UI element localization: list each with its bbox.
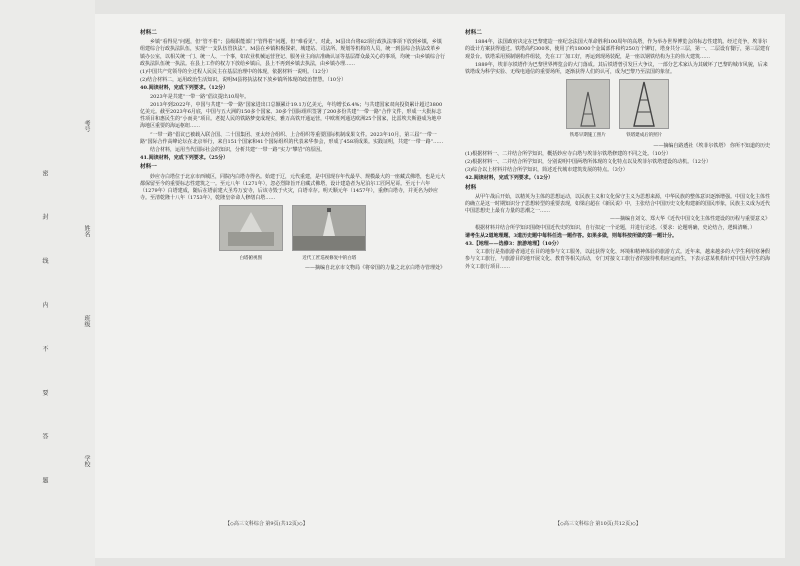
right-page xyxy=(465,28,770,272)
source-note-1: ——摘编自北京市文物局《将帝国的力量之北京白塔寺管理处》 xyxy=(304,264,445,271)
left-page-footer: 【◇高三文科综合 第9页(共12页)◇】 xyxy=(225,521,308,527)
q40-task: 结合材料，运用当代国际社会的知识，分析共建“一带一路”实力“攀岩”的原因。 xyxy=(150,147,326,154)
eiffel-caption-1: 铁塔早期施工照片 xyxy=(569,133,606,139)
material-two-heading: 材料二 xyxy=(140,30,157,36)
q40-text-3: “一带一路”倡议已被载入联合国、二十国集团、亚太经合组织、上合组织等重要国际机制成果文件。2023年10月，第三届“一带一路”国际合作高峰论坛在北京举行，来自151个国家和41个国际组织的代表来华参会，形成了458项成果。实践证明，共建“一带一路”…… xyxy=(140,131,444,145)
material-one-text: 妙应寺白塔位于北京市西城区，同院内白塔寺得名。始建于辽，元代重建，是中国现存年代最早、规模最大的一座藏式佛塔，也是元大都保留至今的重要标志性建筑之一。至元八年（1271年），忽必烈降旨开启藏式佛塔，设计建造者为尼泊尔工匠阿尼哥。至元十六年（1279年）白塔建成，随后在塔前建大圣寿万安寺，后该寺毁于火灾，白塔幸存。明天顺元年（1457年），重修白塔寺，并更名为妙应寺。至清乾隆十八年（1753年），乾隆皇帝命人修缮白塔…… xyxy=(140,173,446,202)
eiffel-photos xyxy=(465,79,770,139)
question-41-heading: 41.阅读材料，完成下列要求。（25分） xyxy=(140,155,229,162)
left-page xyxy=(140,28,445,273)
question-41-3: (3)综合以上材料并结合所学知识，简述近代城市建筑发展的特点。（3分） xyxy=(465,167,628,174)
photo-caption-1: 白塔俯视图 xyxy=(239,255,262,261)
material-heading: 材料 xyxy=(465,184,477,191)
class-label: 班级 xyxy=(83,315,90,327)
eiffel-text-1: 1884年，法国政府决定在巴黎建造一座纪念法国大革命胜利100周年的高塔，作为举办世界博览会的标志性建筑。经过竞争，埃菲尔的设计方案获得通过。铁塔高约300米，使用了约18000个金属部件和约250万个铆钉，塔身共分三层，第一、二层设有餐厅，第三层建有观景台。铁塔采用预制钢构件组装，先在工厂加工好，再运到现场装配，是一座以钢铁结构为主的伟大建筑…… xyxy=(465,39,770,60)
q42-task: 根据材料并结合所学知识围绕中国近代史的知识，自行拟定一个论题，并进行论述。（要求：论题明确，史论结合，逻辑清晰。） xyxy=(475,224,756,231)
seal-line-text: 密 封 线 内 不 要 答 题 xyxy=(41,170,48,502)
eiffel-caption-2: 铁塔建成后的照片 xyxy=(626,133,663,139)
q40-text-1: 2023年是共建“一带一路”倡议提出10周年。 xyxy=(150,93,250,100)
question-41-1: (1)根据材料一、二并结合所学知识，概括妙应寺白塔与埃菲尔铁塔修建的不同之处。（10分） xyxy=(465,150,671,157)
right-page-footer: 【◇高三文科综合 第10页(共12页)◇】 xyxy=(555,521,641,527)
white-pagoda-photos xyxy=(140,205,445,261)
question-41-2: (2)根据材料一、二并结合所学知识，分别说明中国两塔所体现的文化特点以及埃菲尔铁塔建设的动机。（12分） xyxy=(465,159,711,166)
photo-caption-2: 近代工匠巡视修复中的白塔 xyxy=(302,255,357,261)
binding-margin xyxy=(0,0,95,566)
question-39-2: (2)结合材料二，运用政治生活知识，说明M县将执法权下放乡镇所体现的政治智慧。（10分） xyxy=(140,77,347,84)
name-label: 姓名 xyxy=(83,225,90,237)
exam-number-label: 考号 xyxy=(83,120,90,132)
q40-text-2: 2013年到2022年，中国与共建“一带一路”国家进出口总额累计19.1万亿美元，年均增长6.4%；与共建国家双向投资累计超过3800亿美元。截至2023年6月底，中国与五大洲的150多个国家、30多个国际组织签署了200多份共建“一带一路”合作文件，形成一大批标志性项目和惠民生的“小而美”项目。老挝人民的铁路梦变成现实，雅万高铁开通运营，中欧班列通达欧洲25个国家，比雷埃夫斯港成为地中海地区重要的海运枢纽…… xyxy=(140,101,443,130)
material-one-heading: 材料一 xyxy=(140,164,157,171)
question-42-heading: 42.阅读材料，完成下列要求。（12分） xyxy=(465,175,554,182)
material-two-text: 乡镇“看得见”问题，但“管不着”；县级职能部门“管得着”问题，但“难看见”。对此，M县出台将82项行政执法事项下放到乡镇，乡镇组建综合行政执法队伍，实现“一支队伍管执法”。M县在乡镇积极探索，城建站、司法所、规划等机构的人员，统一到县综合执法改革乡镇办公室，以相关统一门、统一人、一个事，如农业机械运营登记、服务业主商店准确认证等基层群众最关心的事项，均统一由乡镇综合行政执法队伍统一执法。在县上工作的权力下放给乡镇后，县上不再到乡镇去执法，由乡镇办理…… xyxy=(140,39,446,67)
source-note-3: ——摘编自刘文、郑大华《近代中国文化主体性建设的历程与重要意义》 xyxy=(609,216,770,223)
eiffel-text-2: 1889年，埃菲尔铁塔作为巴黎世界博览会的大门落成。其后铁塔曾引发巨大争议，一部分艺术家认为其破坏了巴黎的城市风貌，后来铁塔成为科学实验、无线电通信的重要场所，逐渐获得人们的认可，成为巴黎乃至法国的象征。 xyxy=(465,61,768,76)
source-note-2: ——摘编自路透社《埃菲尔铁塔》 你所不知道的历史 xyxy=(653,142,770,149)
q42-material-text: 从甲午战后开始，以精英为主体的思想运动，以民族主义和文化保守主义为思想来源，中华民族的整体意识逐渐增强。中国文化主体性的确立是这一时期知识分子思想转型的重要表现，如梁启超在《新民说》中，主张结合中国历史文化构建新的国民形象，民族主义成为近代中国思想史上最有力量的思潮之一…… xyxy=(465,193,771,215)
question-40-heading: 40.阅读材料，完成下列要求。（12分） xyxy=(140,85,229,92)
question-43-heading: 43.【地理——选修3：旅游地理】（10分） xyxy=(465,241,562,248)
question-39-1: (1)中国共产党领导的全过程人民民主在基层治理中的体现，依据材料一说明。（12分） xyxy=(140,69,331,76)
school-label: 学校 xyxy=(83,455,90,467)
elective-instructions: 请考生从2道地理题、3道历史题中每科任选一题作答。如果多做，则每科按所做的第一题计分。 xyxy=(465,232,677,239)
eiffel-construction-photo xyxy=(566,79,610,129)
q43-text: 文工旅行是指旅游者通过在目的地参与文工服务，以此获得文化、环境和精神体验的旅游方式。近年来，越来越多的大学生利用寒暑假参与文工旅行，与旅游目的地开展文化、教育等相关活动，专门对接文工旅行者的接待机构应运而生，下表示意某机构针对中国大学生的海外文工旅行项目…… xyxy=(465,249,771,270)
pagoda-repair-photo xyxy=(292,205,366,251)
eiffel-completed-photo xyxy=(619,79,669,129)
pagoda-top-photo xyxy=(219,205,283,251)
material-two-heading-right: 材料二 xyxy=(465,30,482,36)
